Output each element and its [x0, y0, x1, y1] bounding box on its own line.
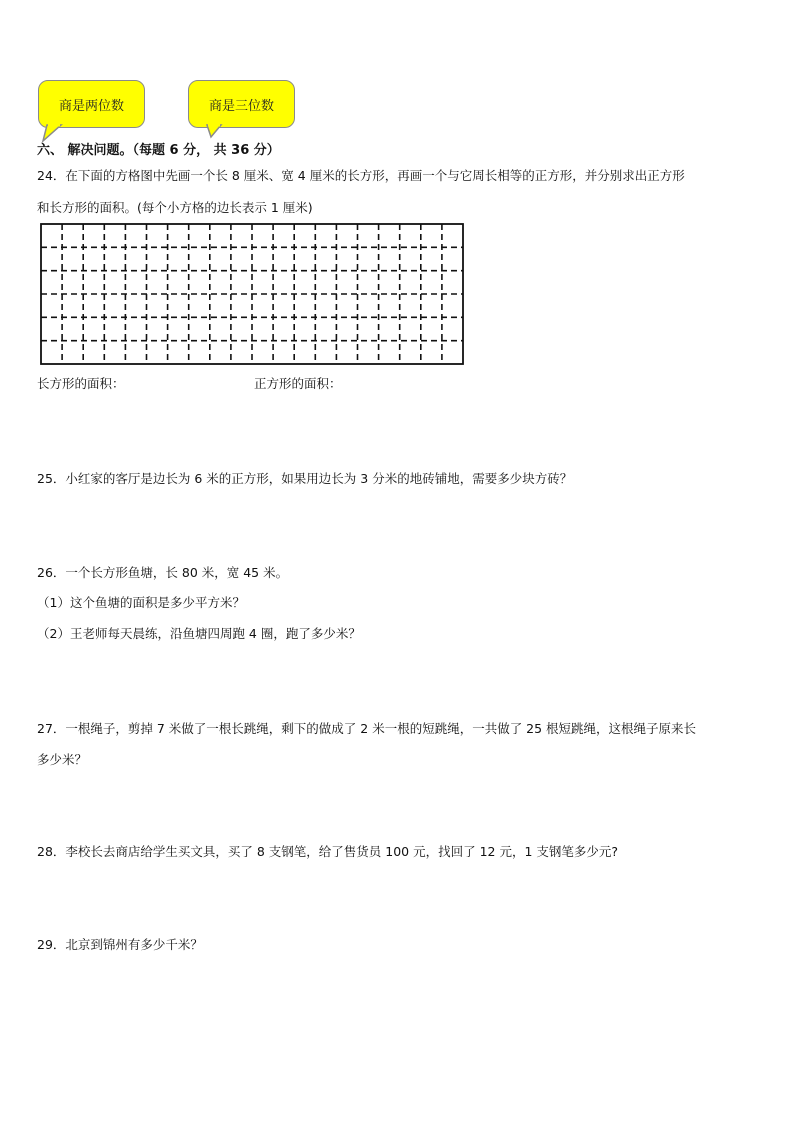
square-grid	[39, 222, 465, 366]
q25-text: 25．小红家的客厅是边长为 6 米的正方形，如果用边长为 3 分米的地砖铺地，需要多少块方砖？	[37, 471, 573, 486]
callout-three-digit-quotient	[188, 80, 295, 128]
q29-text: 29．北京到锦州有多少千米？	[37, 937, 203, 952]
q28-text: 28．李校长去商店给学生买文具，买了 8 支钢笔，给了售货员 100 元，找回了 12 元，1 支钢笔多少元?	[37, 844, 619, 859]
rectangle-area-label: 长方形的面积：	[37, 376, 125, 391]
q27-text-line-2: 多少米？	[37, 752, 88, 767]
callout-two-digit-quotient	[38, 80, 145, 128]
q26-subquestion-1: （1）这个鱼塘的面积是多少平方米？	[37, 595, 245, 610]
square-area-label: 正方形的面积：	[254, 376, 342, 391]
q26-text: 26．一个长方形鱼塘，长 80 米，宽 45 米。	[37, 565, 289, 580]
q24-text-line-2: 和长方形的面积。(每个小方格的边长表示 1 厘米)	[37, 200, 313, 215]
callout-label: 商是三位数	[208, 98, 274, 114]
section-title: 六、 解决问题。（每题 6 分， 共 36 分）	[37, 143, 280, 158]
q26-subquestion-2: （2）王老师每天晨练，沿鱼塘四周跑 4 圈，跑了多少米？	[37, 626, 361, 641]
q27-text-line-1: 27．一根绳子，剪掉 7 米做了一根长跳绳，剩下的做成了 2 米一根的短跳绳，一共做了 25 根短跳绳，这根绳子原来长	[37, 721, 697, 736]
callout-label: 商是两位数	[58, 98, 124, 114]
q24-text-line-1: 24．在下面的方格图中先画一个长 8 厘米、宽 4 厘米的长方形，再画一个与它周长相等的正方形，并分别求出正方形	[37, 168, 685, 183]
